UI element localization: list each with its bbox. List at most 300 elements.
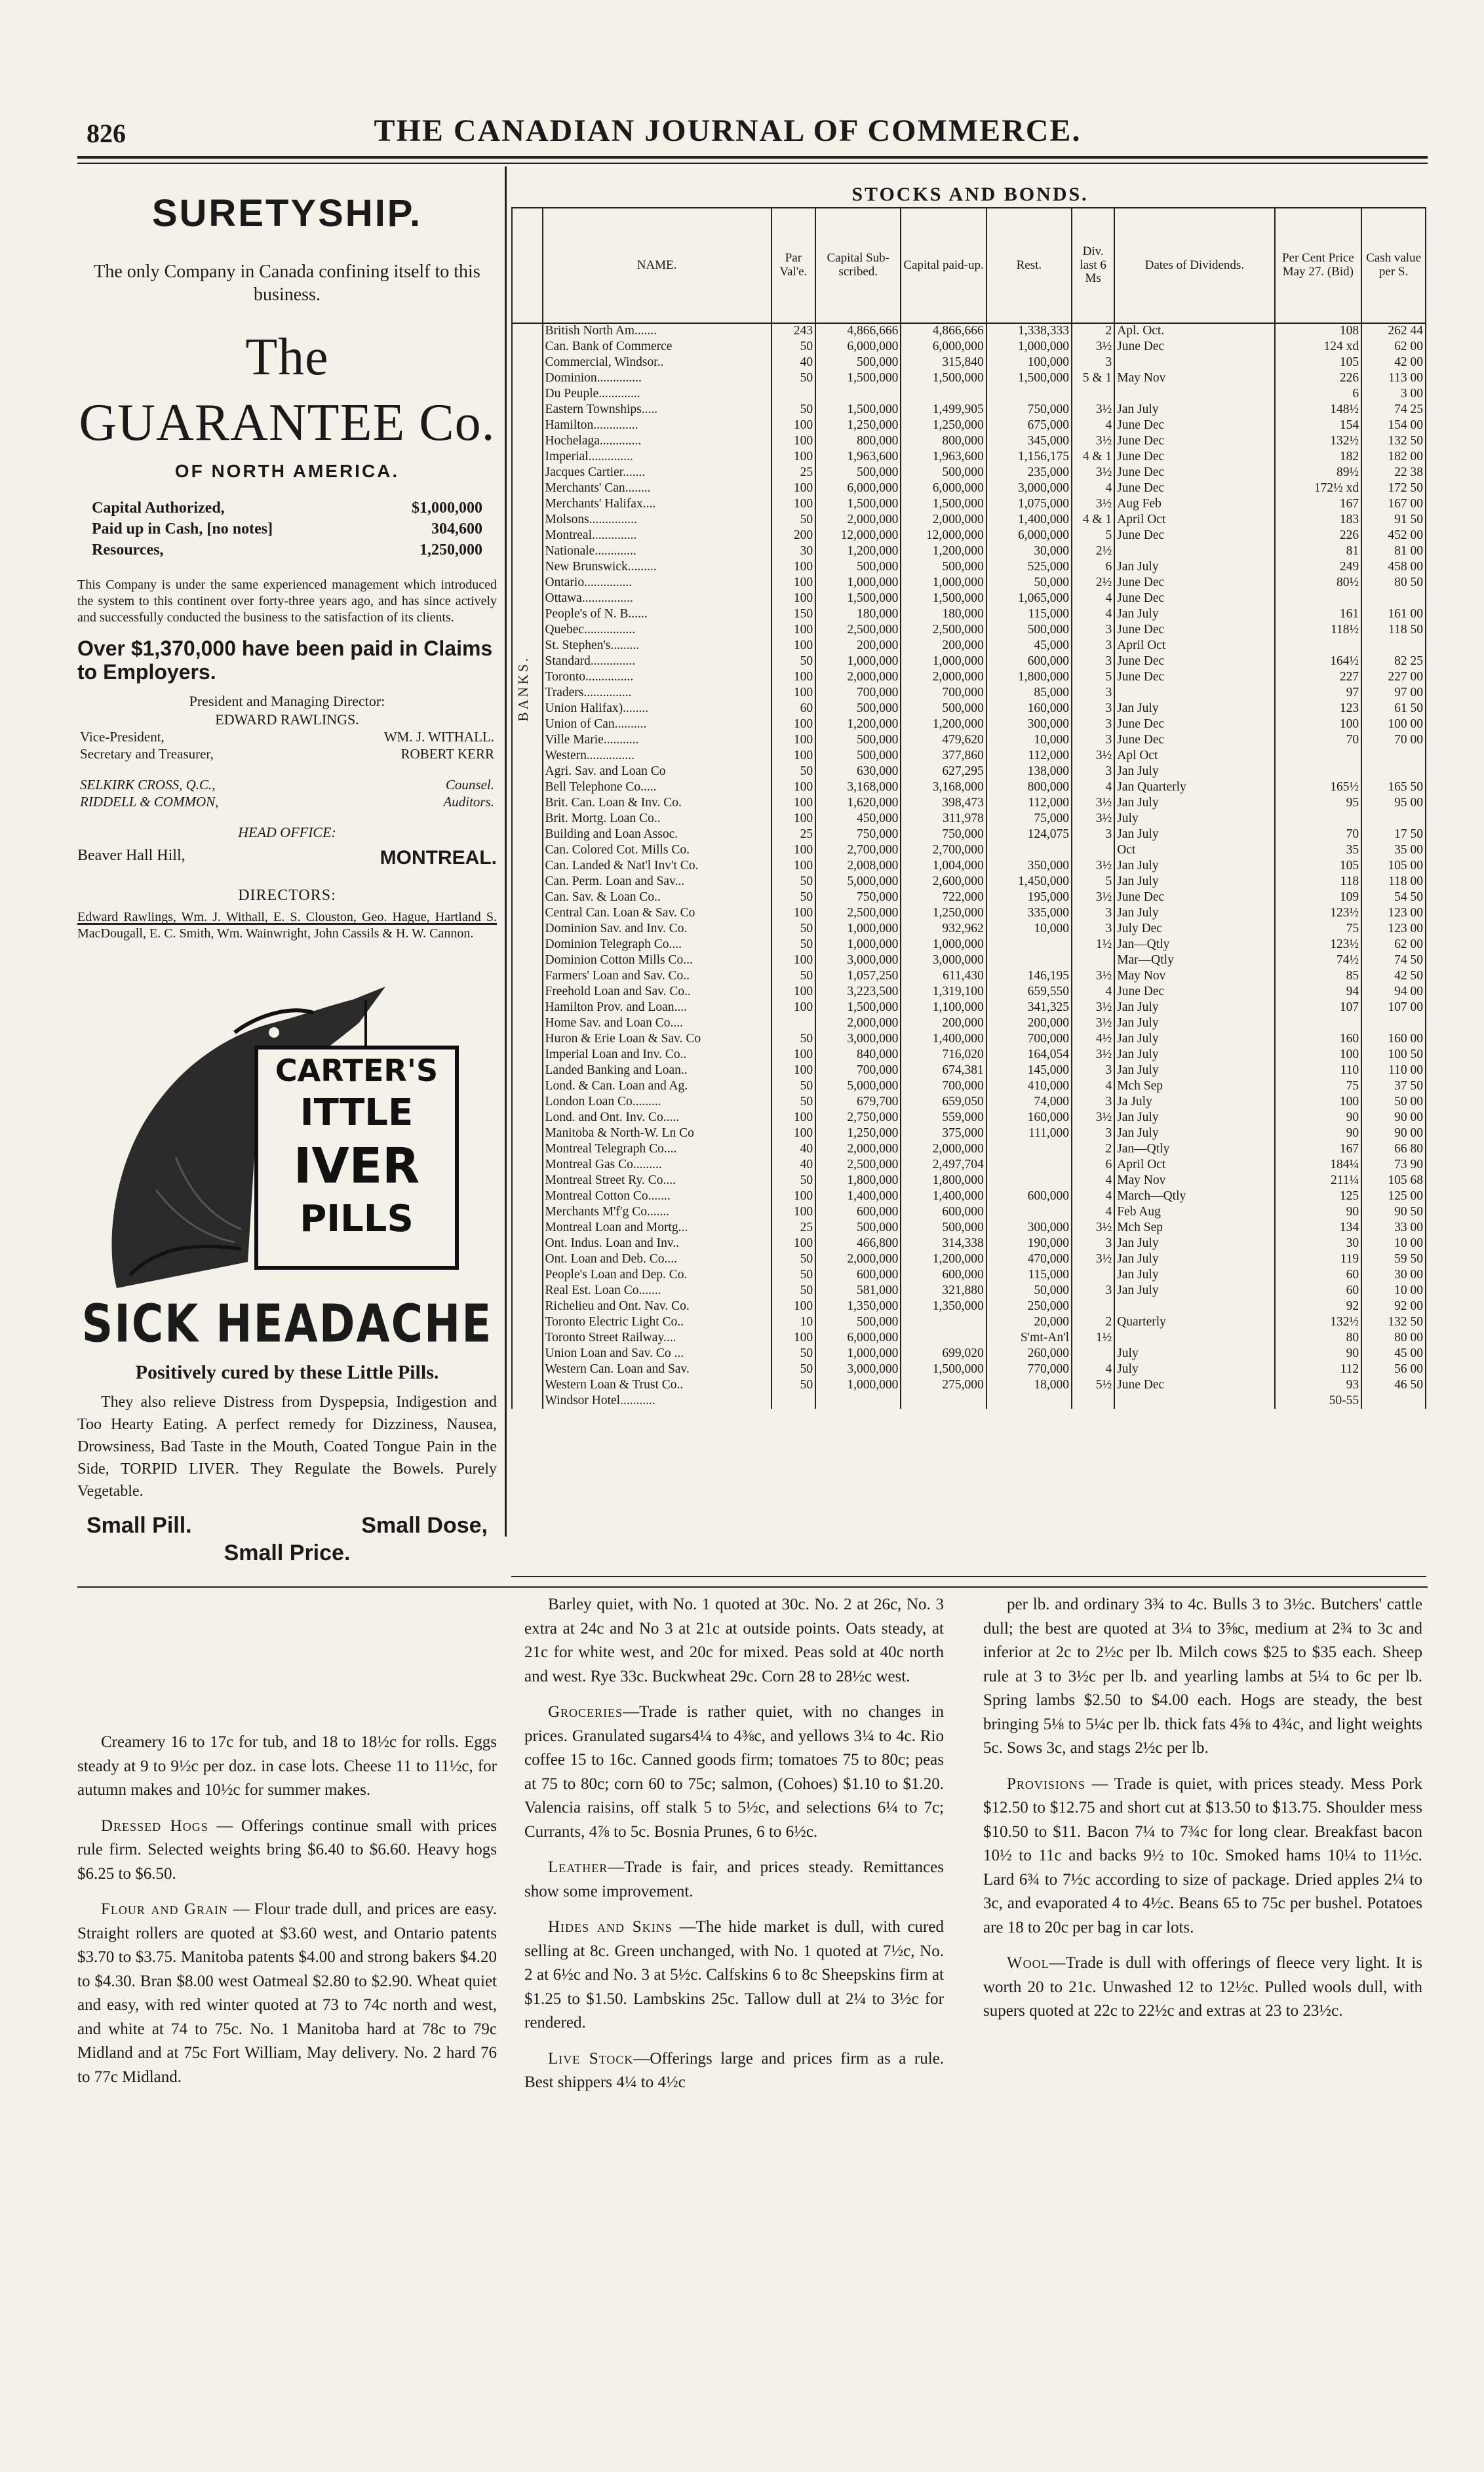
par-value-cell: 50 — [771, 1377, 815, 1393]
dividend-dates-cell: May Nov — [1114, 370, 1274, 386]
par-value-cell: 100 — [771, 669, 815, 685]
price-cell: 167 — [1275, 496, 1362, 512]
dividend-dates-cell: June Dec — [1114, 591, 1274, 606]
capital-subscribed-cell: 700,000 — [815, 685, 901, 701]
bank-cell — [512, 606, 543, 622]
stock-name-cell: Farmers' Loan and Sav. Co.. — [543, 968, 771, 984]
capital-paid-cell: 2,497,704 — [901, 1157, 986, 1173]
dividend-cell: 3½ — [1072, 890, 1114, 905]
bank-cell — [512, 984, 543, 1000]
cash-value-cell: 10 00 — [1361, 1283, 1426, 1299]
capital-paid-cell: 699,020 — [901, 1346, 986, 1362]
table-row — [512, 795, 1426, 811]
par-value-cell: 50 — [771, 1094, 815, 1110]
capital-paid-cell: 1,250,000 — [901, 418, 986, 433]
table-row — [512, 701, 1426, 716]
dividend-dates-cell: April Oct — [1114, 512, 1274, 528]
stock-name-cell: London Loan Co......... — [543, 1094, 771, 1110]
stock-name-cell: Union Halifax)........ — [543, 701, 771, 716]
table-row — [512, 1393, 1426, 1409]
dividend-cell: 3 — [1072, 732, 1114, 748]
capital-list — [77, 498, 497, 560]
table-row — [512, 543, 1426, 559]
par-value-cell: 100 — [771, 418, 815, 433]
cash-value-cell: 97 00 — [1361, 685, 1426, 701]
price-cell: 94 — [1275, 984, 1362, 1000]
cash-value-cell: 100 00 — [1361, 716, 1426, 732]
price-cell: 92 — [1275, 1299, 1362, 1314]
table-row — [512, 716, 1426, 732]
header-rule — [77, 156, 1428, 159]
stock-name-cell: Building and Loan Assoc. — [543, 827, 771, 842]
capital-subscribed-cell: 1,000,000 — [815, 1346, 901, 1362]
bank-cell — [512, 1094, 543, 1110]
stock-name-cell: Merchants' Halifax.... — [543, 496, 771, 512]
paragraph-text: — Offerings continue small with prices rule firm. Selected weights bring $6.40 to $6.60. Heavy hogs $6.25 to $6.50. — [77, 1816, 498, 1883]
dividend-cell: 6 — [1072, 1157, 1114, 1173]
cash-value-cell: 123 00 — [1361, 921, 1426, 937]
dividend-dates-cell: Jan July — [1114, 1251, 1274, 1267]
capital-subscribed-cell: 840,000 — [815, 1047, 901, 1063]
capital-paid-cell: 659,050 — [901, 1094, 986, 1110]
capital-paid-cell: 500,000 — [901, 465, 986, 481]
capital-paid-cell: 722,000 — [901, 890, 986, 905]
dividend-dates-cell: June Dec — [1114, 418, 1274, 433]
par-value-cell: 100 — [771, 496, 815, 512]
capital-paid-cell: 314,338 — [901, 1236, 986, 1251]
capital-subscribed-cell — [815, 386, 901, 402]
directors-list: Edward Rawlings, Wm. J. Withall, E. S. Clouston, Geo. Hague, Hartland S. MacDougall, E. C. Smith, Wm. Wainwright, John Cassils & H. W. Cannon. — [77, 910, 497, 941]
par-value-cell: 243 — [771, 323, 815, 339]
par-value-cell: 10 — [771, 1314, 815, 1330]
rest-cell: 195,000 — [986, 890, 1072, 905]
par-value-cell: 150 — [771, 606, 815, 622]
bank-cell — [512, 355, 543, 370]
par-value-cell: 100 — [771, 858, 815, 874]
stock-name-cell: Huron & Erie Loan & Sav. Co — [543, 1031, 771, 1047]
bank-cell — [512, 890, 543, 905]
dividend-cell: 5 — [1072, 528, 1114, 543]
paragraph-heading: Provisions — [1007, 1775, 1085, 1793]
price-cell: 90 — [1275, 1204, 1362, 1220]
par-value-cell: 100 — [771, 1188, 815, 1204]
price-cell: 6 — [1275, 386, 1362, 402]
dividend-cell: 5½ — [1072, 1377, 1114, 1393]
dividend-cell: 3 — [1072, 622, 1114, 638]
rest-cell: 675,000 — [986, 418, 1072, 433]
guarantee-subheading: OF NORTH AMERICA. — [174, 460, 400, 481]
carters-subhead: Positively cured by these Little Pills. — [135, 1361, 439, 1383]
sick-headache-headline: SICK HEADACHE — [81, 1293, 493, 1354]
bank-cell — [512, 339, 543, 355]
cash-value-cell: 172 50 — [1361, 481, 1426, 496]
dividend-cell: 3½ — [1072, 1047, 1114, 1063]
capital-subscribed-cell: 2,750,000 — [815, 1110, 901, 1126]
table-row — [512, 528, 1426, 543]
price-cell: 154 — [1275, 418, 1362, 433]
stock-name-cell: Hamilton.............. — [543, 418, 771, 433]
table-row — [512, 1204, 1426, 1220]
cash-value-cell: 17 50 — [1361, 827, 1426, 842]
rest-cell — [986, 952, 1072, 968]
carters-slogan-row: Small Pill. Small Dose, — [87, 1512, 488, 1538]
dividend-cell: 4 — [1072, 1362, 1114, 1377]
dividend-cell: 2 — [1072, 323, 1114, 339]
rest-cell: 470,000 — [986, 1251, 1072, 1267]
cash-value-cell: 35 00 — [1361, 842, 1426, 858]
stock-name-cell: Commercial, Windsor.. — [543, 355, 771, 370]
capital-subscribed-cell: 1,500,000 — [815, 402, 901, 418]
par-value-cell: 50 — [771, 402, 815, 418]
table-row — [512, 984, 1426, 1000]
price-cell — [1275, 764, 1362, 779]
table-row — [512, 764, 1426, 779]
dividend-dates-cell: Jan July — [1114, 1031, 1274, 1047]
cash-value-cell: 123 00 — [1361, 905, 1426, 921]
price-cell: 165½ — [1275, 779, 1362, 795]
carters-sign: CARTER'S ITTLE IVER PILLS — [254, 1046, 459, 1270]
capital-subscribed-cell: 1,000,000 — [815, 654, 901, 669]
capital-paid-cell: 1,000,000 — [901, 937, 986, 952]
capital-subscribed-cell: 180,000 — [815, 606, 901, 622]
price-cell: 123½ — [1275, 937, 1362, 952]
dividend-cell: 3½ — [1072, 402, 1114, 418]
rest-cell: 138,000 — [986, 764, 1072, 779]
dividend-cell: 3 — [1072, 1236, 1114, 1251]
table-row — [512, 1173, 1426, 1188]
rest-cell: 160,000 — [986, 1110, 1072, 1126]
rest-cell: 30,000 — [986, 543, 1072, 559]
capital-subscribed-cell: 2,000,000 — [815, 1251, 901, 1267]
capital-paid-cell — [901, 1314, 986, 1330]
capital-subscribed-cell: 466,800 — [815, 1236, 901, 1251]
dividend-cell: 3 — [1072, 905, 1114, 921]
bank-cell — [512, 921, 543, 937]
capital-paid-cell: 1,319,100 — [901, 984, 986, 1000]
bank-cell — [512, 1110, 543, 1126]
dividend-dates-cell: Jan July — [1114, 701, 1274, 716]
rest-cell: 1,000,000 — [986, 339, 1072, 355]
cash-value-cell: 113 00 — [1361, 370, 1426, 386]
cash-value-cell: 81 00 — [1361, 543, 1426, 559]
dividend-dates-cell: Mch Sep — [1114, 1078, 1274, 1094]
dividend-cell: 5 & 1 — [1072, 370, 1114, 386]
rest-cell: 500,000 — [986, 622, 1072, 638]
dividend-cell: 3 — [1072, 827, 1114, 842]
bank-col-header — [512, 208, 543, 323]
cash-value-cell: 91 50 — [1361, 512, 1426, 528]
bank-cell — [512, 481, 543, 496]
price-cell: 172½ xd — [1275, 481, 1362, 496]
dividend-dates-cell — [1114, 543, 1274, 559]
dividend-cell: 3 — [1072, 921, 1114, 937]
capital-subscribed-cell: 3,000,000 — [815, 952, 901, 968]
price-cell: 249 — [1275, 559, 1362, 575]
dividend-dates-cell: June Dec — [1114, 669, 1274, 685]
cash-value-cell: 90 50 — [1361, 1204, 1426, 1220]
rest-cell: 45,000 — [986, 638, 1072, 654]
paragraph-heading: Wool — [1007, 1954, 1049, 1972]
col-paid: Capital paid-up. — [901, 208, 986, 323]
carters-body: They also relieve Distress from Dyspepsia, Indigestion and Too Hearty Eating. A perfect remedy for Dizziness, Nausea, Drowsiness, Bad Taste in the Mouth, Coated Tongue Pain in the Side, TORPID LIVER. They Regulate the Bowels. Purely Vegetable. — [77, 1393, 497, 1500]
par-value-cell: 40 — [771, 355, 815, 370]
guarantee-ad — [77, 190, 497, 942]
capital-subscribed-cell: 6,000,000 — [815, 1330, 901, 1346]
dividend-dates-cell: June Dec — [1114, 890, 1274, 905]
price-cell: 184¼ — [1275, 1157, 1362, 1173]
dividend-cell: 4 — [1072, 1188, 1114, 1204]
col-par: Par Val'e. — [771, 208, 815, 323]
par-value-cell: 100 — [771, 842, 815, 858]
price-cell: 118½ — [1275, 622, 1362, 638]
cash-value-cell: 160 00 — [1361, 1031, 1426, 1047]
stock-name-cell: Real Est. Loan Co....... — [543, 1283, 771, 1299]
capital-subscribed-cell: 6,000,000 — [815, 339, 901, 355]
dividend-cell: 3½ — [1072, 968, 1114, 984]
dividend-cell: 3 — [1072, 654, 1114, 669]
bank-cell — [512, 1063, 543, 1078]
price-cell: 108 — [1275, 323, 1362, 339]
stock-name-cell: Toronto Street Railway.... — [543, 1330, 771, 1346]
bank-cell — [512, 842, 543, 858]
bank-cell — [512, 402, 543, 418]
dividend-dates-cell: July — [1114, 1346, 1274, 1362]
par-value-cell: 50 — [771, 1031, 815, 1047]
cash-value-cell: 54 50 — [1361, 890, 1426, 905]
capital-subscribed-cell: 1,620,000 — [815, 795, 901, 811]
table-row — [512, 418, 1426, 433]
cash-value-cell: 56 00 — [1361, 1362, 1426, 1377]
capital-subscribed-cell: 1,800,000 — [815, 1173, 901, 1188]
paragraph-text: — Flour trade dull, and prices are easy. Straight rollers are quoted at $3.60 west, and Ontario patents $3.70 to $3.75. Manitoba patents $4.00 and strong bakers $4.20 to $4.30. Bran $8.00 west Oatmeal $2.80 to $2.90. Wheat quiet and easy, with red winter quoted at 73 to 74c north and west, and white at 74 to 75c. No. 1 Manitoba hard at 78c to 79c Midland and at 75c Fort William, May delivery. No. 2 hard 76 to 77c Midland. — [77, 1900, 498, 2086]
rest-cell: 74,000 — [986, 1094, 1072, 1110]
rest-cell: 1,400,000 — [986, 512, 1072, 528]
dividend-dates-cell: April Oct — [1114, 1157, 1274, 1173]
dividend-cell: 3 — [1072, 1094, 1114, 1110]
dividend-dates-cell: June Dec — [1114, 339, 1274, 355]
col-subscribed: Capital Sub-scribed. — [815, 208, 901, 323]
price-cell: 74½ — [1275, 952, 1362, 968]
rest-cell: 18,000 — [986, 1377, 1072, 1393]
capital-paid-cell: 1,499,905 — [901, 402, 986, 418]
section-rule — [77, 1586, 1428, 1588]
bank-cell — [512, 937, 543, 952]
price-cell: 60 — [1275, 1283, 1362, 1299]
bank-cell — [512, 449, 543, 465]
stock-name-cell: People's of N. B...... — [543, 606, 771, 622]
par-value-cell: 50 — [771, 1283, 815, 1299]
rest-cell: 100,000 — [986, 355, 1072, 370]
table-row — [512, 512, 1426, 528]
stock-name-cell: St. Stephen's......... — [543, 638, 771, 654]
table-row — [512, 386, 1426, 402]
dividend-dates-cell: June Dec — [1114, 433, 1274, 449]
dividend-cell — [1072, 1393, 1114, 1409]
bank-cell — [512, 418, 543, 433]
capital-paid-cell: 1,800,000 — [901, 1173, 986, 1188]
dividend-cell — [1072, 386, 1114, 402]
rest-cell: 525,000 — [986, 559, 1072, 575]
capital-paid-cell: 1,500,000 — [901, 1362, 986, 1377]
capital-paid-cell: 674,381 — [901, 1063, 986, 1078]
par-value-cell: 100 — [771, 1000, 815, 1015]
rest-cell: 190,000 — [986, 1236, 1072, 1251]
capital-paid-cell: 321,880 — [901, 1283, 986, 1299]
paragraph-heading: Hides and Skins — [548, 1918, 673, 1936]
price-cell: 148½ — [1275, 402, 1362, 418]
stock-name-cell: Union Loan and Sav. Co ... — [543, 1346, 771, 1362]
bank-cell — [512, 1141, 543, 1157]
price-cell: 100 — [1275, 1047, 1362, 1063]
capital-subscribed-cell: 1,250,000 — [815, 418, 901, 433]
capital-subscribed-cell: 600,000 — [815, 1267, 901, 1283]
table-row — [512, 952, 1426, 968]
cash-value-cell: 73 90 — [1361, 1157, 1426, 1173]
dividend-dates-cell: June Dec — [1114, 984, 1274, 1000]
stock-name-cell: Dominion Sav. and Inv. Co. — [543, 921, 771, 937]
capital-subscribed-cell — [815, 1393, 901, 1409]
table-row — [512, 575, 1426, 591]
stock-name-cell: Toronto Electric Light Co.. — [543, 1314, 771, 1330]
par-value-cell: 25 — [771, 1220, 815, 1236]
capital-paid-cell: 1,200,000 — [901, 543, 986, 559]
capital-subscribed-cell: 2,500,000 — [815, 622, 901, 638]
stock-name-cell: Molsons............... — [543, 512, 771, 528]
table-row — [512, 669, 1426, 685]
dividend-dates-cell: Jan July — [1114, 1047, 1274, 1063]
dividend-cell: 1½ — [1072, 1330, 1114, 1346]
dividend-cell: 3½ — [1072, 1220, 1114, 1236]
bank-cell — [512, 591, 543, 606]
capital-subscribed-cell: 1,500,000 — [815, 1000, 901, 1015]
dividend-dates-cell: Mar—Qtly — [1114, 952, 1274, 968]
ad-divider — [77, 923, 497, 925]
capital-subscribed-cell: 1,963,600 — [815, 449, 901, 465]
table-row — [512, 1283, 1426, 1299]
dividend-cell: 3½ — [1072, 465, 1114, 481]
par-value-cell: 25 — [771, 827, 815, 842]
price-cell: 80½ — [1275, 575, 1362, 591]
table-row — [512, 622, 1426, 638]
cash-value-cell: 182 00 — [1361, 449, 1426, 465]
table-row — [512, 874, 1426, 890]
par-value-cell: 100 — [771, 1330, 815, 1346]
dividend-dates-cell: June Dec — [1114, 465, 1274, 481]
paragraph-heading: Dressed Hogs — [101, 1816, 208, 1835]
price-cell: 93 — [1275, 1377, 1362, 1393]
rest-cell: 341,325 — [986, 1000, 1072, 1015]
bank-cell — [512, 1188, 543, 1204]
capital-paid-cell: 1,100,000 — [901, 1000, 986, 1015]
capital-subscribed-cell: 3,000,000 — [815, 1031, 901, 1047]
capital-subscribed-cell: 2,000,000 — [815, 512, 901, 528]
dividend-cell: 3 — [1072, 701, 1114, 716]
stock-name-cell: Dominion Cotton Mills Co... — [543, 952, 771, 968]
dividend-dates-cell: May Nov — [1114, 1173, 1274, 1188]
capital-paid-cell: 1,004,000 — [901, 858, 986, 874]
cash-value-cell: 80 50 — [1361, 575, 1426, 591]
capital-subscribed-cell: 500,000 — [815, 732, 901, 748]
capital-subscribed-cell: 450,000 — [815, 811, 901, 827]
par-value-cell: 50 — [771, 937, 815, 952]
cash-value-cell: 227 00 — [1361, 669, 1426, 685]
par-value-cell: 100 — [771, 1236, 815, 1251]
table-row — [512, 1188, 1426, 1204]
par-value-cell: 50 — [771, 890, 815, 905]
carters-illustration — [77, 960, 497, 1301]
dividend-cell: 3½ — [1072, 1251, 1114, 1267]
cash-value-cell: 80 00 — [1361, 1330, 1426, 1346]
bank-cell — [512, 905, 543, 921]
journal-title: THE CANADIAN JOURNAL OF COMMERCE. — [374, 113, 1082, 148]
price-cell: 100 — [1275, 716, 1362, 732]
capital-paid-cell: 311,978 — [901, 811, 986, 827]
dividend-cell: 3½ — [1072, 496, 1114, 512]
capital-paid-cell: 398,473 — [901, 795, 986, 811]
rest-cell: 3,000,000 — [986, 481, 1072, 496]
stock-name-cell: People's Loan and Dep. Co. — [543, 1267, 771, 1283]
rest-cell: 300,000 — [986, 716, 1072, 732]
stock-name-cell: Montreal Street Ry. Co.... — [543, 1173, 771, 1188]
par-value-cell: 50 — [771, 370, 815, 386]
price-cell: 75 — [1275, 1078, 1362, 1094]
table-row — [512, 779, 1426, 795]
table-bottom-rule — [511, 1576, 1426, 1577]
bank-cell — [512, 858, 543, 874]
header-rule-2 — [77, 163, 1428, 164]
capital-paid-cell: 627,295 — [901, 764, 986, 779]
par-value-cell: 100 — [771, 1110, 815, 1126]
market-paragraph — [983, 1773, 1422, 1940]
cash-value-cell: 118 00 — [1361, 874, 1426, 890]
price-cell: 112 — [1275, 1362, 1362, 1377]
price-cell: 105 — [1275, 355, 1362, 370]
capital-subscribed-cell: 630,000 — [815, 764, 901, 779]
par-value-cell: 50 — [771, 1173, 815, 1188]
dividend-cell: 3 — [1072, 716, 1114, 732]
table-row — [512, 937, 1426, 952]
cash-value-cell: 458 00 — [1361, 559, 1426, 575]
bank-cell — [512, 1047, 543, 1063]
price-cell: 30 — [1275, 1236, 1362, 1251]
capital-subscribed-cell: 2,000,000 — [815, 669, 901, 685]
rest-cell: 350,000 — [986, 858, 1072, 874]
stock-name-cell: Union of Can.......... — [543, 716, 771, 732]
rest-cell: 300,000 — [986, 1220, 1072, 1236]
rest-cell: 250,000 — [986, 1299, 1072, 1314]
dividend-dates-cell — [1114, 1299, 1274, 1314]
bank-cell — [512, 543, 543, 559]
stock-name-cell: Brit. Mortg. Loan Co.. — [543, 811, 771, 827]
stock-name-cell: Montreal.............. — [543, 528, 771, 543]
officer-row: SELKIRK CROSS, Q.C., Counsel. — [80, 776, 494, 793]
cash-value-cell: 167 00 — [1361, 496, 1426, 512]
price-cell: 70 — [1275, 732, 1362, 748]
stock-name-cell: Can. Bank of Commerce — [543, 339, 771, 355]
capital-subscribed-cell: 700,000 — [815, 1063, 901, 1078]
head-office-address: Beaver Hall Hill, MONTREAL. — [77, 846, 497, 869]
par-value-cell: 100 — [771, 481, 815, 496]
stock-name-cell: Dominion.............. — [543, 370, 771, 386]
bank-cell — [512, 1157, 543, 1173]
table-row — [512, 1362, 1426, 1377]
price-cell: 134 — [1275, 1220, 1362, 1236]
table-row — [512, 481, 1426, 496]
cash-value-cell: 107 00 — [1361, 1000, 1426, 1015]
capital-paid-cell: 1,200,000 — [901, 716, 986, 732]
price-cell: 132½ — [1275, 433, 1362, 449]
par-value-cell: 50 — [771, 1251, 815, 1267]
